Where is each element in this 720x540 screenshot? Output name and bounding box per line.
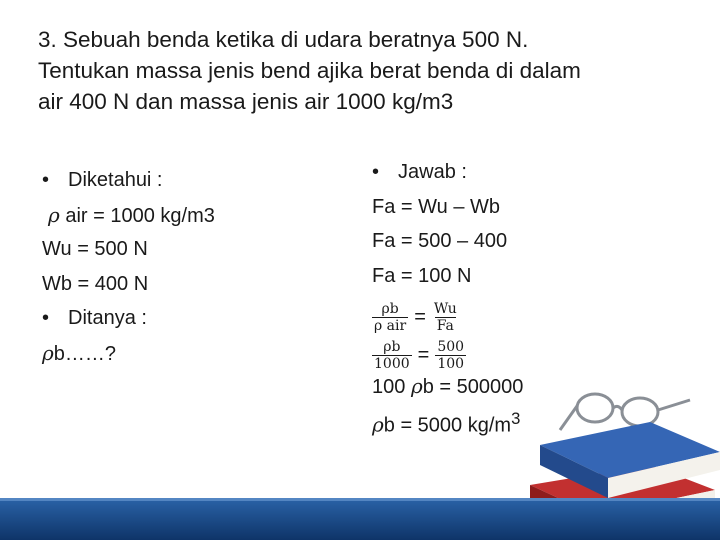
bullet: • (372, 161, 380, 183)
problem-title (38, 24, 698, 117)
fraction (432, 301, 459, 334)
asked-rho-b (42, 341, 342, 376)
asked-label: Ditanya : (68, 307, 147, 329)
bullet: • (42, 307, 50, 329)
answer-heading (372, 160, 692, 195)
answer-step-2: Fa = 500 – 400 (372, 230, 508, 252)
answer-fraction-equation-2 (372, 336, 692, 374)
equals-sign: = (417, 344, 430, 366)
rho-b-unknown: b……? (53, 342, 117, 365)
given-wu: Wu = 500 N (42, 238, 148, 260)
result-value: b = 5000 kg/m (383, 414, 512, 437)
fraction-denominator: ρ air (374, 317, 407, 334)
bullet: • (42, 169, 50, 191)
fraction-denominator: Fa (436, 317, 454, 334)
answer-step-1: Fa = Wu – Wb (372, 195, 501, 218)
equals-sign: = (414, 306, 426, 328)
footer-bar (0, 498, 720, 540)
fraction-numerator: Wu (433, 300, 457, 317)
given-wb: Wb = 400 N (42, 272, 149, 295)
rho-air-value: air = 1000 kg/m3 (59, 204, 215, 227)
fraction-numerator: 500 (437, 338, 465, 355)
title-line-3: air 400 N dan massa jenis air 1000 kg/m3 (38, 89, 454, 114)
answer-result (372, 409, 692, 444)
answer-step-4 (372, 374, 692, 409)
answer-column (372, 160, 692, 443)
title-line-1: 3. Sebuah benda ketika di udara beratnya 500 N. (38, 27, 529, 52)
rho-symbol: ρ (48, 202, 60, 227)
fraction-denominator: 100 (437, 355, 465, 372)
asked-heading (42, 306, 342, 341)
fraction (372, 339, 412, 372)
answer-step-3: Fa = 100 N (372, 264, 472, 287)
given-column (42, 168, 342, 375)
fraction-denominator: 1000 (374, 355, 410, 372)
rho-symbol: ρ (42, 340, 54, 365)
fraction (435, 339, 466, 372)
answer-fraction-equation-1 (372, 298, 692, 336)
rho-symbol: ρ (410, 374, 423, 398)
fraction-numerator: ρb (383, 338, 401, 355)
given-rho-air (42, 203, 342, 238)
step-4-prefix: 100 (372, 376, 411, 398)
fraction (372, 301, 408, 334)
unit-superscript: 3 (511, 408, 521, 428)
step-4-suffix: b = 500000 (422, 376, 524, 398)
fraction-numerator: ρb (381, 300, 399, 317)
title-line-2: Tentukan massa jenis bend ajika berat benda di dalam (38, 58, 581, 83)
rho-symbol: ρ (372, 412, 384, 437)
given-label: Diketahui : (68, 169, 163, 191)
answer-label: Jawab : (398, 161, 467, 183)
given-heading (42, 168, 342, 203)
